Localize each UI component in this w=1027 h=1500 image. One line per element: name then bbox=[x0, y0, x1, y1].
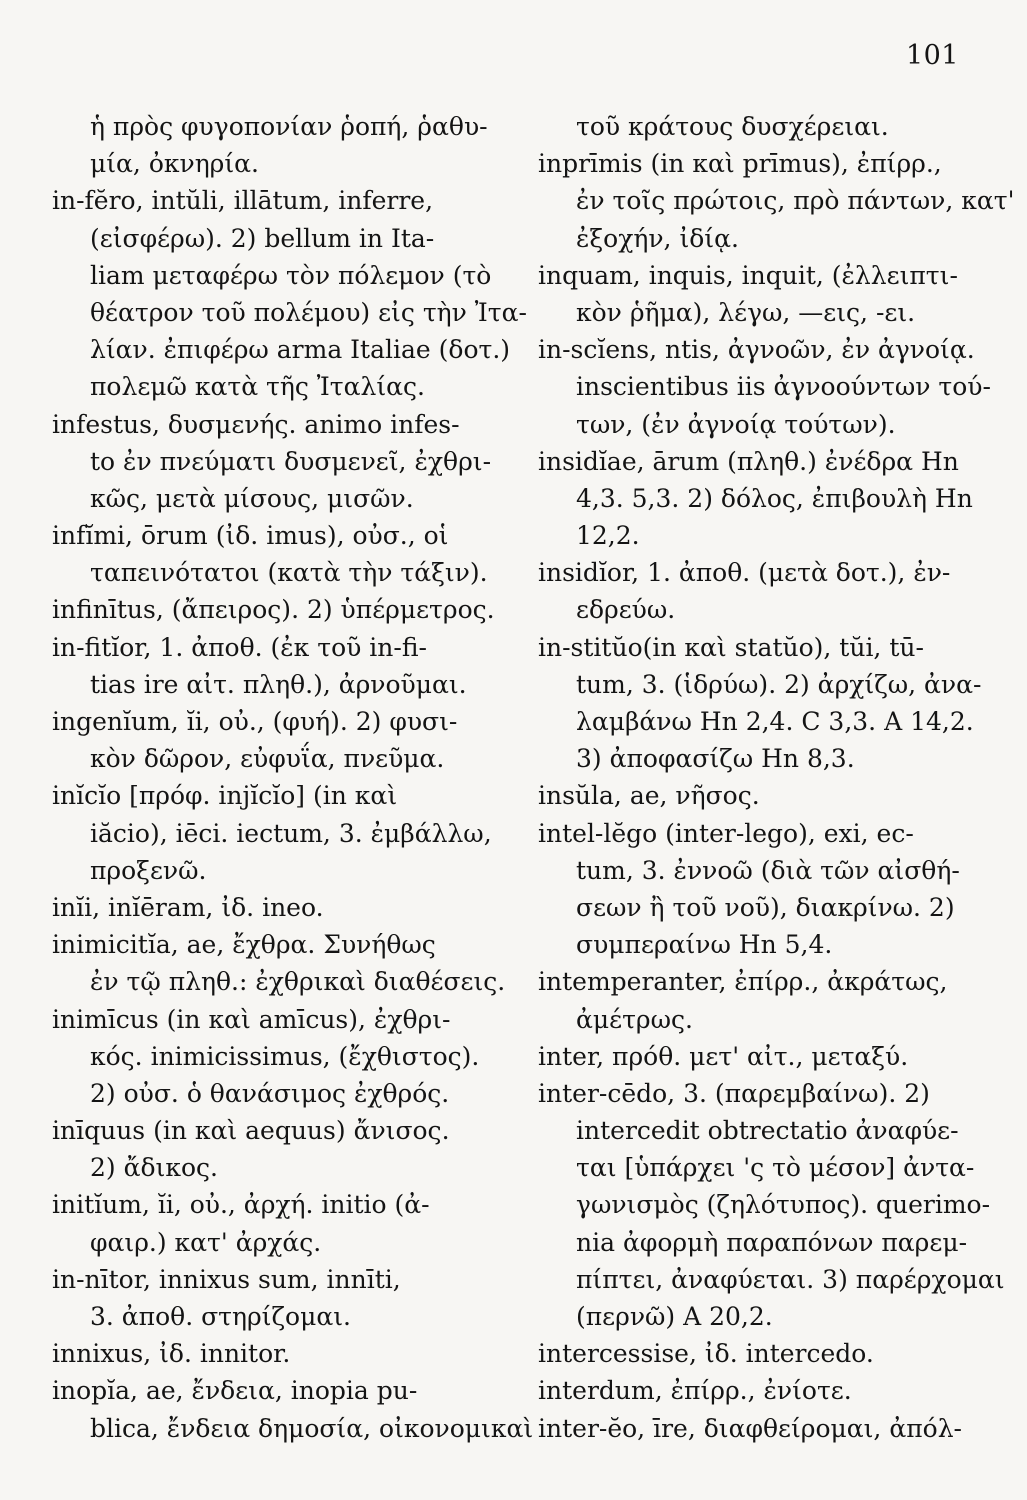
entry-headword-line: infestus, δυσμενής. animo infes- bbox=[52, 409, 460, 439]
entry-continuation-line: inscientibus iis ἀγνοούντων τού- bbox=[576, 372, 991, 402]
entry-continuation-line: 3. ἀποθ. στηρίζομαι. bbox=[90, 1302, 351, 1331]
entry-continuation-line: 4,3. 5,3. 2) δόλος, ἐπιβουλὴ Hn bbox=[576, 483, 973, 513]
entry-headword-line: inimicitĭa, ae, ἔχθρα. Συνήθως bbox=[52, 930, 436, 960]
entry-continuation-line: ἐν τοῖς πρώτοις, πρὸ πάντων, κατ' bbox=[576, 186, 1015, 216]
entry-continuation-line: προξενῶ. bbox=[90, 855, 207, 885]
entry-continuation-line: liam μεταφέρω τὸν πόλεμον (τὸ bbox=[90, 260, 492, 290]
entry-headword-line: innixus, ἰδ. innitor. bbox=[52, 1339, 291, 1369]
entry-continuation-line: 2) οὐσ. ὁ θανάσιμος ἐχθρός. bbox=[90, 1078, 450, 1108]
entry-headword-line: in-scĭens, ntis, ἀγνοῶν, ἐν ἀγνοίᾳ. bbox=[538, 335, 975, 365]
entry-continuation-line: (εἰσφέρω). 2) bellum in Ita- bbox=[90, 223, 435, 253]
entry-headword-line: inopĭa, ae, ἔνδεια, inopia pu- bbox=[52, 1376, 418, 1406]
entry-continuation-line: tum, 3. (ἱδρύω). 2) ἀρχίζω, ἀνα- bbox=[576, 669, 982, 699]
left-column bbox=[52, 108, 534, 1447]
entry-continuation-line: μία, ὀκνηρία. bbox=[90, 149, 260, 179]
entry-headword-line: inīquus (in καὶ aequus) ἄνισος. bbox=[52, 1116, 450, 1146]
entry-headword-line: ingenĭum, ĭi, οὐ., (φυή). 2) φυσι- bbox=[52, 707, 458, 736]
entry-continuation-line: 3) ἀποφασίζω Hn 8,3. bbox=[576, 744, 855, 774]
entry-headword-line: intercessise, ἰδ. intercedo. bbox=[538, 1339, 874, 1369]
entry-headword-line: in-nītor, innixus sum, innīti, bbox=[52, 1264, 401, 1294]
entry-continuation-line: πολεμῶ κατὰ τῆς Ἰταλίας. bbox=[90, 372, 425, 402]
entry-headword-line: initĭum, ĭi, οὐ., ἀρχή. initio (ἀ- bbox=[52, 1190, 430, 1220]
right-column bbox=[538, 108, 1015, 1447]
entry-continuation-line: ἐξοχήν, ἰδίᾳ. bbox=[576, 223, 739, 253]
page-number: 101 bbox=[905, 40, 959, 71]
entry-continuation-line: blica, ἔνδεια δημοσία, οἰκονομικαὶ bbox=[90, 1413, 534, 1443]
entry-continuation-line: φαιρ.) κατ' ἀρχάς. bbox=[90, 1227, 322, 1257]
entry-continuation-line: 2) ἄδικος. bbox=[90, 1153, 218, 1183]
entry-continuation-line: συμπεραίνω Hn 5,4. bbox=[576, 930, 833, 960]
entry-continuation-line: τοῦ κράτους δυσχέρειαι. bbox=[576, 112, 889, 141]
entry-headword-line: infĭmi, ōrum (ἰδ. imus), οὐσ., οἱ bbox=[52, 521, 449, 551]
entry-continuation-line: to ἐν πνεύματι δυσμενεῖ, ἐχθρι- bbox=[90, 446, 492, 476]
entry-continuation-line: tum, 3. ἐννοῶ (διὰ τῶν αἰσθή- bbox=[576, 855, 960, 885]
entry-headword-line: inter-ĕo, īre, διαφθείρομαι, ἀπόλ- bbox=[538, 1413, 962, 1443]
entry-headword-line: inĭi, inĭēram, ἰδ. ineo. bbox=[52, 892, 324, 922]
entry-headword-line: in-fĕro, intŭli, illātum, inferre, bbox=[52, 186, 434, 216]
entry-continuation-line: intercedit obtrectatio ἀναφύε- bbox=[576, 1116, 959, 1146]
entry-headword-line: intel-lĕgo (inter-lego), exi, ec- bbox=[538, 818, 914, 848]
entry-headword-line: inprīmis (in καὶ prīmus), ἐπίρρ., bbox=[538, 149, 942, 179]
entry-continuation-line: iăcio), iēci. iectum, 3. ἐμβάλλω, bbox=[90, 818, 492, 848]
entry-continuation-line: (περνῶ) A 20,2. bbox=[576, 1302, 773, 1331]
entry-continuation-line: 12,2. bbox=[576, 521, 640, 551]
entry-continuation-line: γωνισμὸς (ζηλότυπος). querimo- bbox=[576, 1190, 991, 1220]
entry-headword-line: inter, πρόθ. μετ' αἰτ., μεταξύ. bbox=[538, 1041, 909, 1071]
entry-continuation-line: ται [ὑπάρχει 'ς τὸ μέσον] ἀντα- bbox=[576, 1153, 975, 1183]
entry-continuation-line: κὸν δῶρον, εὐφυΐα, πνεῦμα. bbox=[90, 744, 445, 774]
entry-headword-line: inimīcus (in καὶ amīcus), ἐχθρι- bbox=[52, 1004, 451, 1034]
entry-headword-line: infinītus, (ἄπειρος). 2) ὑπέρμετρος. bbox=[52, 595, 495, 625]
entry-continuation-line: κὸν ῥῆμα), λέγω, —εις, -ει. bbox=[576, 297, 916, 327]
entry-continuation-line: λαμβάνω Hn 2,4. C 3,3. A 14,2. bbox=[576, 707, 974, 736]
entry-continuation-line: θέατρον τοῦ πολέμου) εἰς τὴν Ἰτα- bbox=[90, 297, 527, 327]
entry-headword-line: inquam, inquis, inquit, (ἐλλειπτι- bbox=[538, 260, 958, 290]
entry-continuation-line: ἀμέτρως. bbox=[576, 1004, 693, 1034]
entry-continuation-line: tias ire αἰτ. πληθ.), ἀρνοῦμαι. bbox=[90, 669, 467, 699]
entry-headword-line: insidĭor, 1. ἀποθ. (μετὰ δοτ.), ἐν- bbox=[538, 558, 951, 588]
entry-headword-line: in-stitŭo(in καὶ statŭo), tŭi, tū- bbox=[538, 632, 924, 662]
entry-continuation-line: ταπεινότατοι (κατὰ τὴν τάξιν). bbox=[90, 558, 488, 588]
entry-headword-line: insŭla, ae, νῆσος. bbox=[538, 781, 760, 811]
entry-headword-line: inĭcĭo [πρόφ. injĭcĭo] (in καὶ bbox=[52, 781, 398, 811]
entry-headword-line: in-fitĭor, 1. ἀποθ. (ἐκ τοῦ in-fi- bbox=[52, 632, 427, 662]
entry-headword-line: interdum, ἐπίρρ., ἐνίοτε. bbox=[538, 1376, 852, 1406]
entry-continuation-line: ἡ πρὸς φυγοπονίαν ῥοπή, ῥαθυ- bbox=[90, 112, 488, 141]
entry-headword-line: inter-cēdo, 3. (παρεμβαίνω). 2) bbox=[538, 1078, 930, 1108]
entry-continuation-line: nia ἀφορμὴ παραπόνων παρεμ- bbox=[576, 1227, 968, 1257]
entry-headword-line: insidĭae, ārum (πληθ.) ἐνέδρα Hn bbox=[538, 446, 959, 476]
entry-continuation-line: λίαν. ἐπιφέρω arma Italiae (δοτ.) bbox=[90, 335, 511, 365]
entry-continuation-line: σεων ἢ τοῦ νοῦ), διακρίνω. 2) bbox=[576, 892, 955, 922]
entry-continuation-line: εδρεύω. bbox=[576, 595, 676, 625]
entry-headword-line: intemperanter, ἐπίρρ., ἀκράτως, bbox=[538, 967, 948, 997]
entry-continuation-line: των, (ἐν ἀγνοίᾳ τούτων). bbox=[576, 409, 896, 439]
entry-continuation-line: κῶς, μετὰ μίσους, μισῶν. bbox=[90, 483, 414, 513]
entry-continuation-line: κός. inimicissimus, (ἔχθιστος). bbox=[90, 1041, 480, 1071]
entry-continuation-line: ἐν τῷ πληθ.: ἐχθρικαὶ διαθέσεις. bbox=[90, 967, 506, 997]
entry-continuation-line: πίπτει, ἀναφύεται. 3) παρέρχομαι bbox=[576, 1264, 1005, 1294]
